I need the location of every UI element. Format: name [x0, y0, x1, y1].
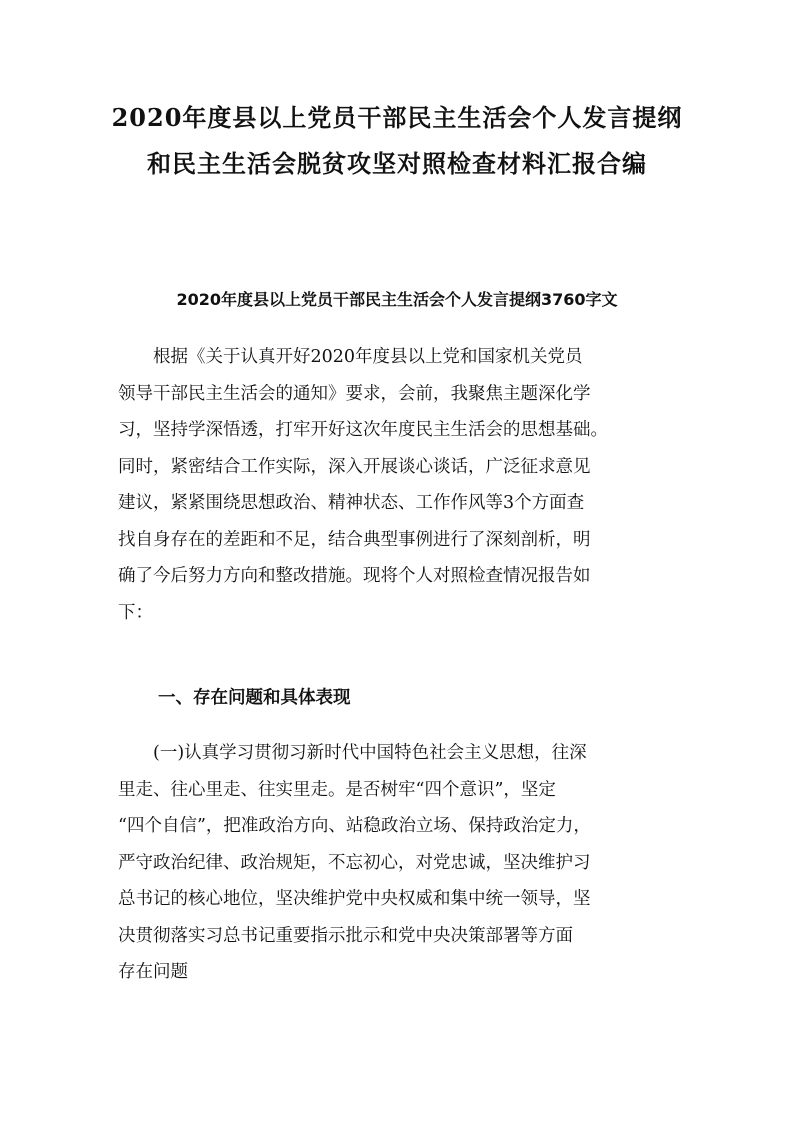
sub-line-5: 总书记的核心地位，坚决维护党中央权威和集中统一领导，坚	[118, 889, 591, 909]
section-title: 2020年度县以上党员干部民主生活会个人发言提纲3760字文	[176, 290, 618, 309]
subsection-paragraph	[118, 735, 678, 991]
intro-line-1: 根据《关于认真开好2020年度县以上党和国家机关党员	[118, 347, 583, 367]
document-title-line-2: 和民主生活会脱贫攻坚对照检查材料汇报合编	[147, 149, 647, 178]
sub-line-7: 存在问题	[118, 962, 188, 982]
sub-line-1: (一)认真学习贯彻习新时代中国特色社会主义思想，往深	[118, 743, 587, 763]
intro-paragraph	[118, 339, 678, 631]
intro-line-8: 下：	[118, 602, 153, 623]
intro-line-3: 习，坚持学深悟透，打牢开好这次年度民主生活会的思想基础。	[118, 420, 608, 440]
document-title-line-1: 2020年度县以上党员干部民主生活会个人发言提纲	[111, 103, 683, 132]
intro-line-6: 找自身存在的差距和不足，结合典型事例进行了深刻剖析，明	[118, 529, 591, 550]
sub-line-2: 里走、往心里走、往实里走。是否树牢“四个意识”，坚定	[118, 779, 556, 800]
document-title	[100, 95, 694, 187]
intro-line-4: 同时，紧密结合工作实际，深入开展谈心谈话，广泛征求意见	[118, 456, 591, 477]
sub-line-4: 严守政治纪律、政治规矩，不忘初心，对党忠诚，坚决维护习	[118, 852, 591, 873]
intro-line-2: 领导干部民主生活会的通知》要求，会前，我聚焦主题深化学	[118, 383, 591, 404]
heading-problems: 一、存在问题和具体表现	[158, 688, 351, 708]
sub-line-3: “四个自信”，把准政治方向、站稳政治立场、保持政治定力，	[118, 816, 591, 836]
sub-line-6: 决贯彻落实习总书记重要指示批示和党中央决策部署等方面	[118, 925, 573, 946]
intro-line-7: 确了今后努力方向和整改措施。现将个人对照检查情况报告如	[118, 566, 591, 586]
intro-line-5: 建议，紧紧围绕思想政治、精神状态、工作作风等3个方面查	[118, 493, 585, 513]
